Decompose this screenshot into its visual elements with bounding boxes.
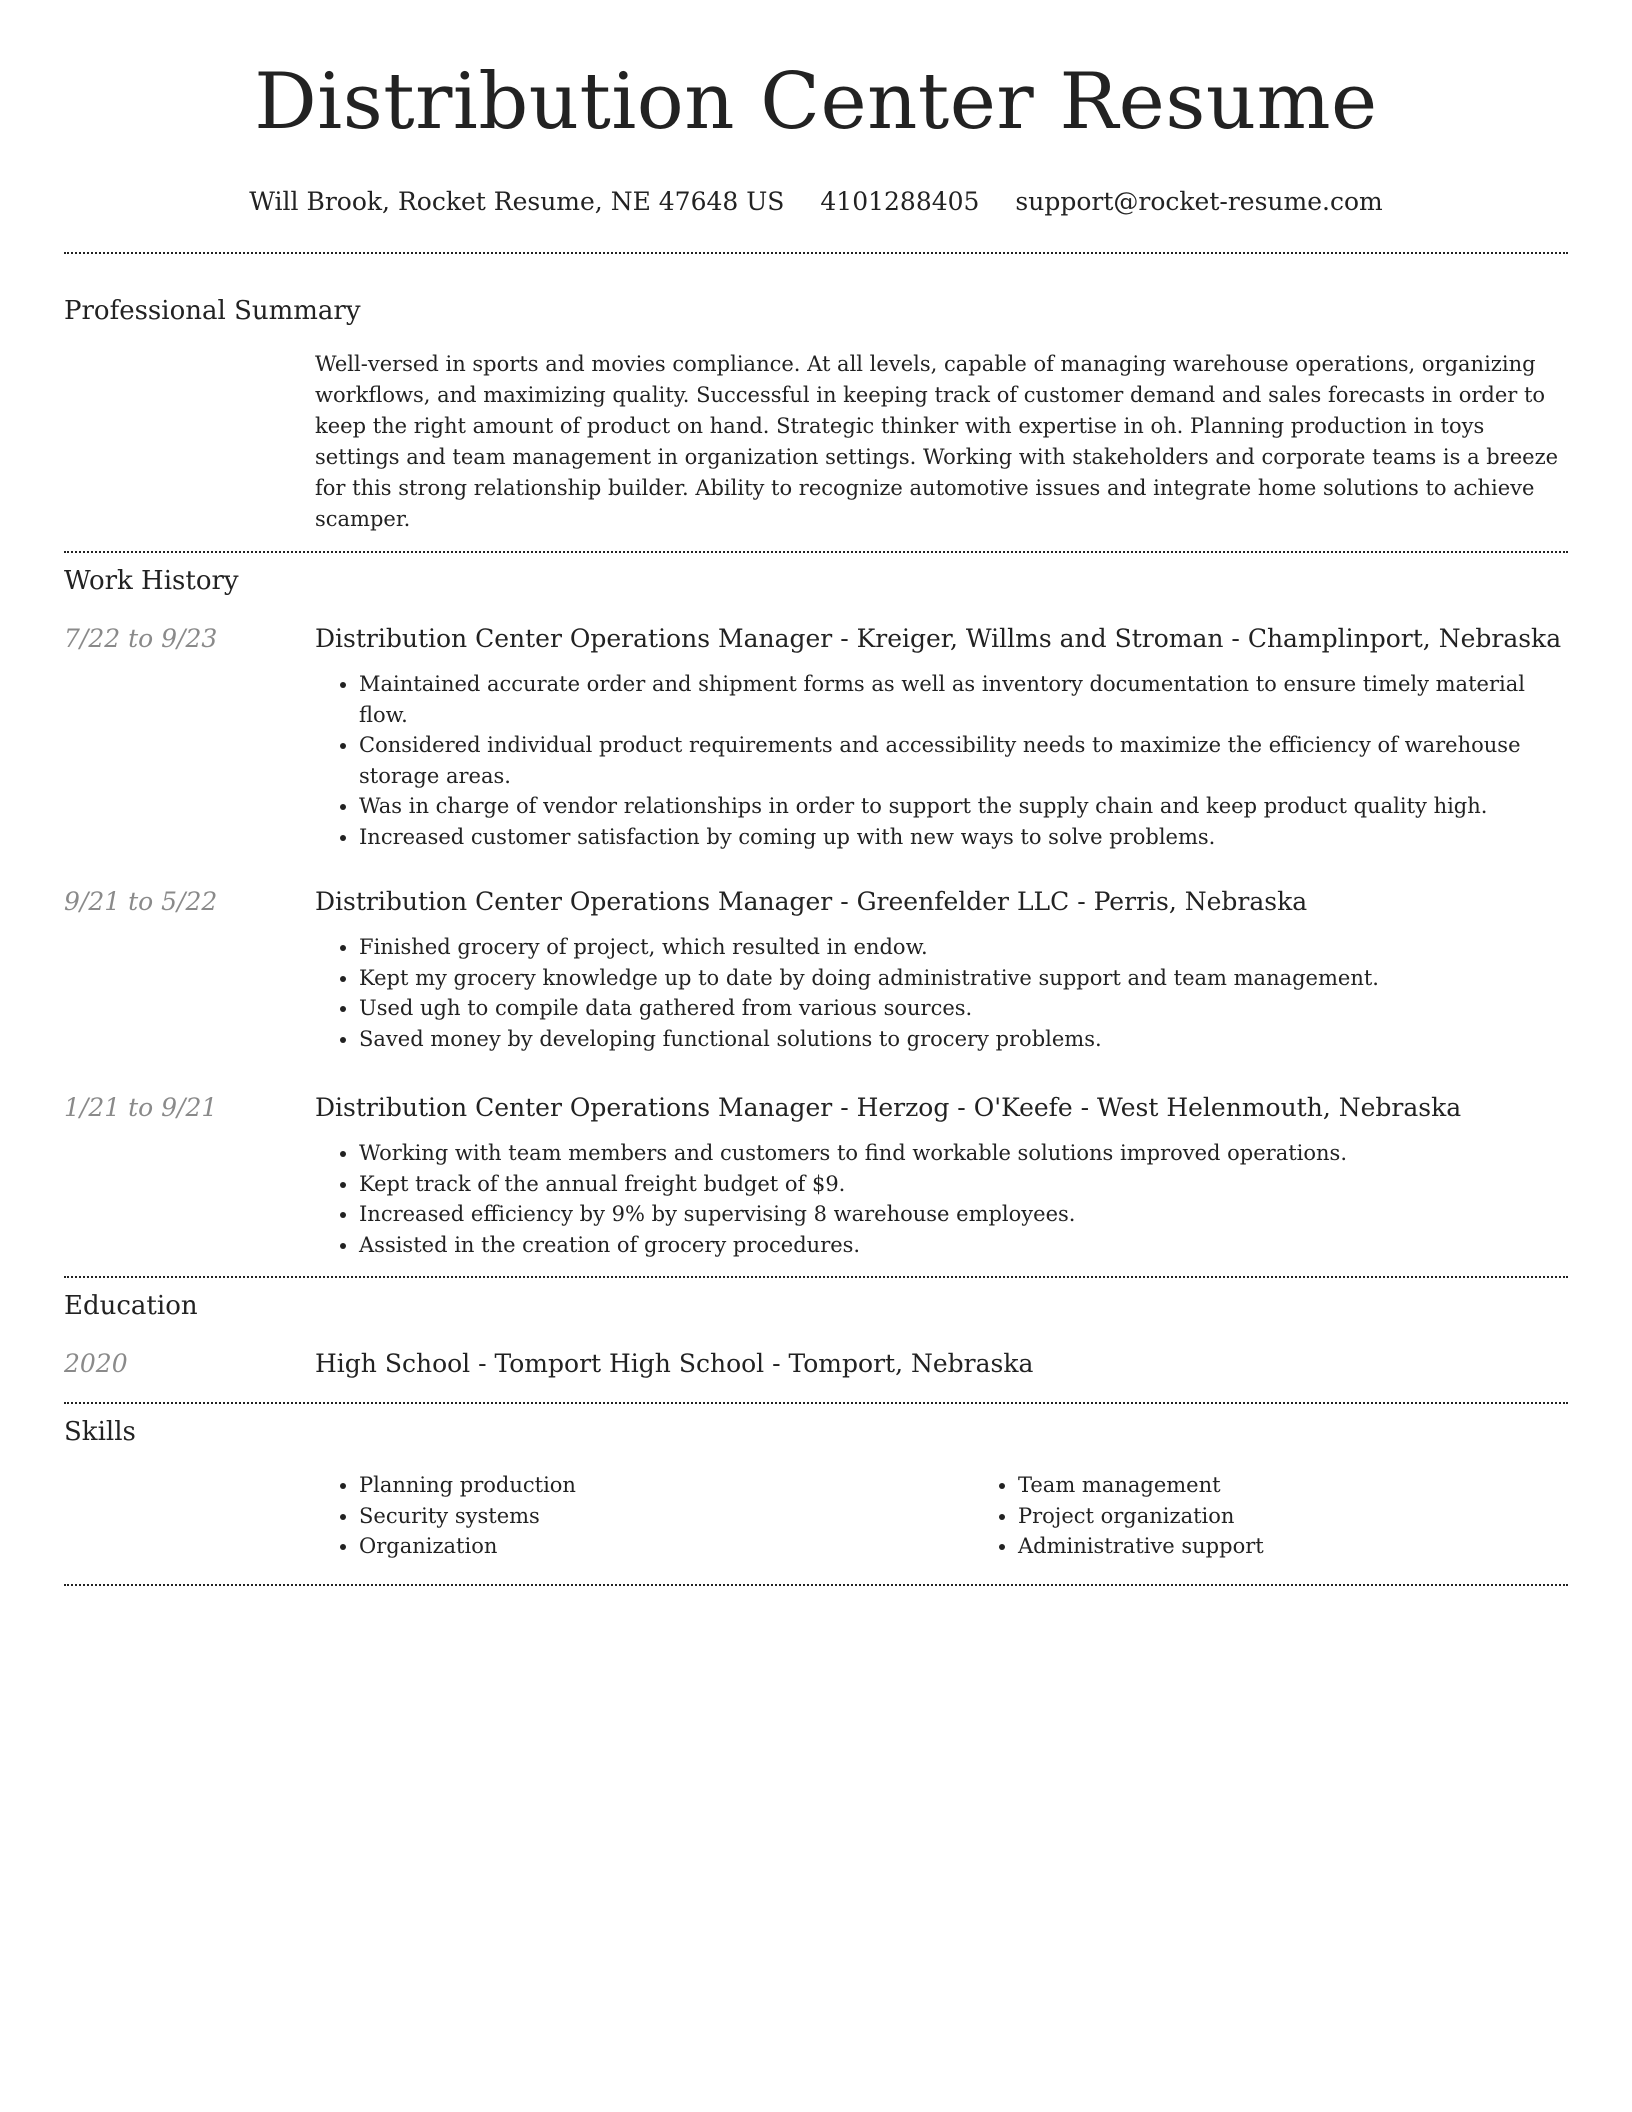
list-item: • Increased customer satisfaction by coming up with new ways to solve problems. [359,822,1568,853]
contact-email: support@rocket-resume.com [1015,187,1383,216]
divider [64,1584,1568,1586]
job-dates: 7/22 to 9/23 [64,624,218,653]
list-item: • Planning production [359,1470,974,1501]
list-item: • Security systems [359,1501,974,1532]
contact-line [64,186,1568,218]
job-dates: 9/21 to 5/22 [64,887,218,916]
list-item: • Finished grocery of project, which resulted in endow. [359,932,1568,963]
list-item: • Maintained accurate order and shipment forms as well as inventory documentation to ensure timely material flow. [359,669,1568,730]
list-item: • Increased efficiency by 9% by supervising 8 warehouse employees. [359,1199,1568,1230]
list-item: • Used ugh to compile data gathered from various sources. [359,993,1568,1024]
education-entry [64,1348,1568,1380]
list-item: • Working with team members and customers to find workable solutions improved operations. [359,1138,1568,1169]
job-bullets [315,1138,1568,1260]
list-item: • Considered individual product requirements and accessibility needs to maximize the efficiency of warehouse storage areas. [359,730,1568,791]
work-heading: Work History [64,566,239,596]
job-dates: 1/21 to 9/21 [64,1093,218,1122]
education-title: High School - Tomport High School - Tomport, Nebraska [315,1349,1034,1378]
skills-list-right [974,1470,1632,1562]
job-entry [64,1092,1568,1260]
summary-section [64,254,1568,535]
list-item: • Assisted in the creation of grocery procedures. [359,1230,1568,1261]
list-item: • Was in charge of vendor relationships in order to support the supply chain and keep product quality high. [359,791,1568,822]
job-bullets [315,932,1568,1054]
resume-title: Distribution Center Resume [254,57,1378,147]
job-title: Distribution Center Operations Manager - Herzog - O'Keefe - West Helenmouth, Nebraska [315,1093,1462,1122]
education-year: 2020 [64,1349,128,1378]
skills-heading: Skills [64,1417,136,1447]
education-heading: Education [64,1291,198,1321]
job-entry [64,623,1568,852]
contact-phone: 4101288405 [820,187,980,216]
list-item: • Team management [1018,1470,1632,1501]
list-item: • Administrative support [1018,1531,1632,1562]
list-item: • Project organization [1018,1501,1632,1532]
skills-section [64,1404,1568,1562]
summary-heading: Professional Summary [64,296,361,326]
job-title: Distribution Center Operations Manager - Kreiger, Willms and Stroman - Champlinport, Nebraska [315,624,1562,653]
job-title: Distribution Center Operations Manager - Greenfelder LLC - Perris, Nebraska [315,887,1308,916]
list-item: • Kept track of the annual freight budget of $9. [359,1169,1568,1200]
skills-list-left [315,1470,974,1562]
summary-text: Well-versed in sports and movies compliance. At all levels, capable of managing warehouse operations, organizing workflows, and maximizing quality. Successful in keeping track of customer demand and sales forecasts in order to keep the right amount of product on hand. Strategic thinker with expertise in oh. Planning production in toys settings and team management in organization settings. Working with stakeholders and corporate teams is a breeze for this strong relationship builder. Ability to recognize automotive issues and integrate home solutions to achieve scamper. [315,352,1559,531]
job-entry [64,886,1568,1054]
resume-page [64,0,1568,1586]
list-item: • Kept my grocery knowledge up to date by doing administrative support and team management. [359,963,1568,994]
education-section [64,1278,1568,1380]
work-section [64,553,1568,1260]
job-bullets [315,669,1568,852]
contact-address: Will Brook, Rocket Resume, NE 47648 US [249,187,785,216]
list-item: • Saved money by developing functional solutions to grocery problems. [359,1024,1568,1055]
list-item: • Organization [359,1531,974,1562]
